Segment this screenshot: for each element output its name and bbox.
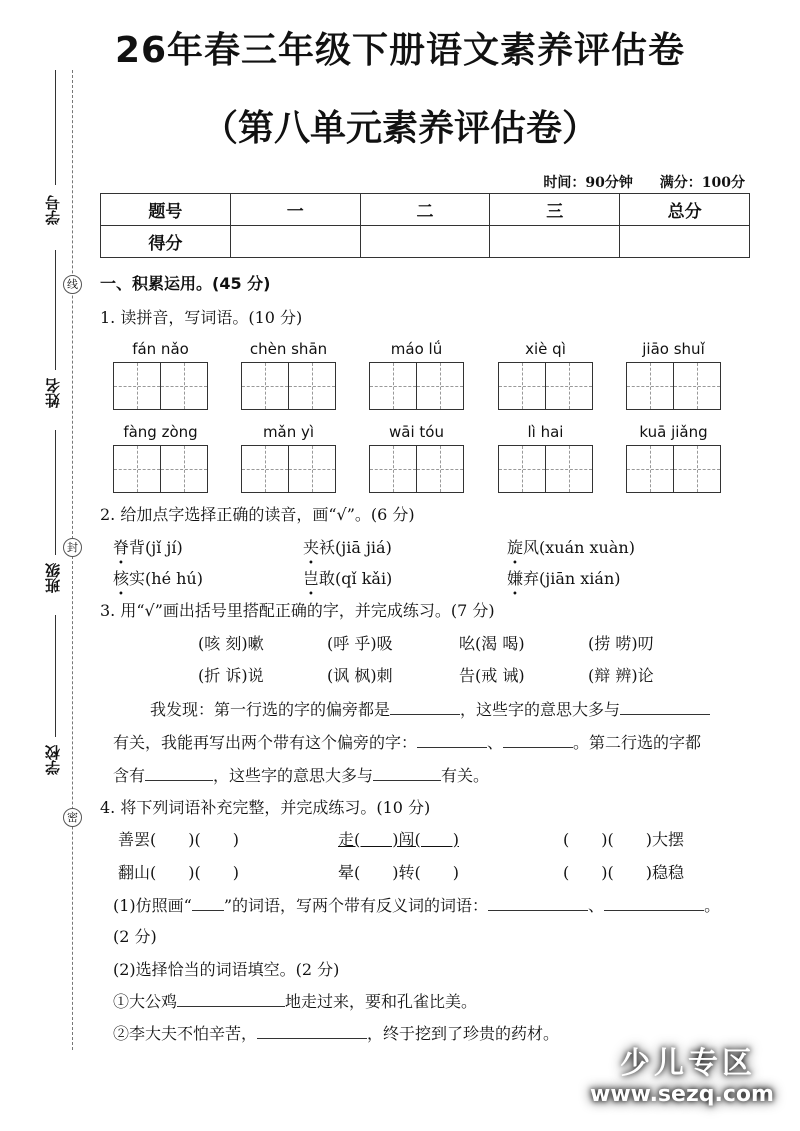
answer-blank[interactable] <box>373 780 441 781</box>
discovery-text: 有关，我能再写出两个带有这个偏旁的字： <box>113 733 418 752</box>
score-input-cell[interactable] <box>230 226 360 258</box>
pinyin-text: wāi tóu <box>389 423 444 441</box>
dotted-char: 夹 <box>303 538 320 557</box>
pinyin-text: mǎn yì <box>262 423 315 441</box>
time-limit: 时间：90分钟 <box>543 175 633 191</box>
sub-question-text: 。 <box>704 896 721 915</box>
pinyin-item <box>113 340 208 410</box>
writing-grid[interactable] <box>498 362 593 410</box>
reading-choice-item[interactable] <box>113 535 183 558</box>
char-choice-item[interactable]: (讽 枫)刺 <box>327 666 393 685</box>
discovery-text: ，这些字的意思大多与 <box>460 700 621 719</box>
table-cell: 题号 <box>101 194 231 226</box>
answer-blank[interactable] <box>488 910 588 911</box>
idiom-item[interactable]: 善罢( )( ) <box>118 830 239 849</box>
score-input-cell[interactable] <box>620 226 750 258</box>
pinyin-item <box>498 423 593 493</box>
pinyin-item <box>369 340 464 410</box>
discovery-line-3 <box>113 763 489 786</box>
answer-blank[interactable] <box>417 747 487 748</box>
table-cell: 二 <box>360 194 490 226</box>
table-row <box>101 226 750 258</box>
char-choice-item[interactable]: (捞 唠)叨 <box>588 634 654 653</box>
watermark-url: www.sezq.com <box>590 1082 774 1107</box>
writing-grid[interactable] <box>626 445 721 493</box>
reading-choice-text: 敢(qǐ kǎi) <box>319 569 393 588</box>
pinyin-text: xiè qì <box>525 340 566 358</box>
pinyin-item <box>241 423 336 493</box>
section-heading: 一、积累运用。(45 分) <box>100 274 271 293</box>
discovery-text: 含有 <box>113 766 146 785</box>
char-choice-item[interactable]: 吆(渴 喝) <box>459 634 525 653</box>
binding-line <box>72 70 73 1050</box>
sub-question-text: 、 <box>588 896 605 915</box>
reading-choice-text: 实(hé hú) <box>129 569 203 588</box>
writing-grid[interactable] <box>626 362 721 410</box>
idiom-item-underlined[interactable]: 走( )闯( ) <box>338 830 459 849</box>
char-choice-item[interactable]: (呼 乎)吸 <box>327 634 393 653</box>
seal-mark-mi: 密 <box>63 808 82 827</box>
pinyin-item <box>626 340 721 410</box>
pinyin-item <box>113 423 208 493</box>
writing-grid[interactable] <box>369 362 464 410</box>
question-1-title: 1. 读拼音，写词语。(10 分) <box>100 308 303 327</box>
discovery-text: ，这些字的意思大多与 <box>213 766 374 785</box>
fill-item-1 <box>113 989 477 1012</box>
pinyin-text: fán nǎo <box>132 340 189 358</box>
table-cell: 得分 <box>101 226 231 258</box>
idiom-item[interactable]: 翻山( )( ) <box>118 863 239 882</box>
score-input-cell[interactable] <box>360 226 490 258</box>
school-label: 学校 <box>44 745 62 775</box>
school-line[interactable] <box>55 615 56 737</box>
discovery-text: 。第二行选的字都 <box>573 733 702 752</box>
score-input-cell[interactable] <box>490 226 620 258</box>
page-title: 26年春三年级下册语文素养评估卷 <box>114 30 686 71</box>
name-label: 姓名 <box>44 378 62 408</box>
answer-blank[interactable] <box>620 714 710 715</box>
question-2-title: 2. 给加点字选择正确的读音，画“√”。(6 分) <box>100 505 415 524</box>
idiom-item[interactable]: ( )( )大摆 <box>563 830 684 849</box>
question-4-title: 4. 将下列词语补充完整，并完成练习。(10 分) <box>100 798 431 817</box>
table-row <box>101 194 750 226</box>
sub-question-1-score: (2 分) <box>113 927 157 946</box>
reading-choice-text: 背(jǐ jí) <box>129 538 183 557</box>
pinyin-text: máo lǘ <box>390 340 443 358</box>
sub-question-1 <box>113 893 720 916</box>
seal-mark-feng: 封 <box>63 538 82 557</box>
reading-choice-item[interactable] <box>507 535 635 558</box>
dotted-char: 核 <box>113 569 130 588</box>
question-3-title: 3. 用“√”画出括号里搭配正确的字，并完成练习。(7 分) <box>100 601 495 620</box>
exam-info <box>521 172 745 192</box>
fill-text: ①大公鸡 <box>113 992 178 1011</box>
writing-grid[interactable] <box>241 445 336 493</box>
sample-underline <box>192 910 224 911</box>
fill-text: ②李大夫不怕辛苦， <box>113 1024 258 1043</box>
seal-mark-xian: 线 <box>63 275 82 294</box>
sub-question-2: (2)选择恰当的词语填空。(2 分) <box>113 960 340 979</box>
pinyin-text: jiāo shuǐ <box>642 340 705 358</box>
watermark-logo: 少儿专区 <box>620 1046 756 1081</box>
dotted-char: 岂 <box>303 569 320 588</box>
reading-choice-text: 风(xuán xuàn) <box>523 538 635 557</box>
dotted-char: 嫌 <box>507 569 524 588</box>
pinyin-text: kuā jiǎng <box>639 423 708 441</box>
answer-blank[interactable] <box>257 1038 367 1039</box>
char-choice-item[interactable]: (咳 刻)嗽 <box>198 634 264 653</box>
answer-blank[interactable] <box>145 780 213 781</box>
char-choice-item[interactable]: (折 诉)说 <box>198 666 264 685</box>
answer-blank[interactable] <box>503 747 573 748</box>
discovery-line-2 <box>113 730 701 753</box>
name-line[interactable] <box>55 250 56 370</box>
writing-grid[interactable] <box>241 362 336 410</box>
pinyin-text: chèn shān <box>249 340 328 358</box>
page-subtitle: （第八单元素养评估卷） <box>201 108 598 149</box>
writing-grid[interactable] <box>113 362 208 410</box>
pinyin-item <box>498 340 593 410</box>
class-line[interactable] <box>55 430 56 555</box>
writing-grid[interactable] <box>498 445 593 493</box>
dotted-char: 旋 <box>507 538 524 557</box>
pinyin-item <box>241 340 336 410</box>
score-table <box>100 193 750 258</box>
reading-choice-text: 弃(jiān xián) <box>523 569 621 588</box>
class-label: 班级 <box>44 563 62 593</box>
reading-choice-item[interactable] <box>303 535 392 558</box>
reading-choice-item[interactable] <box>303 566 392 589</box>
discovery-text: 有关。 <box>441 766 490 785</box>
answer-blank[interactable] <box>604 910 704 911</box>
pinyin-item <box>369 423 464 493</box>
reading-choice-item[interactable] <box>507 566 621 589</box>
char-choice-item[interactable]: (辩 辨)论 <box>588 666 654 685</box>
table-cell: 三 <box>490 194 620 226</box>
idiom-item[interactable]: ( )( )稳稳 <box>563 863 684 882</box>
student-id-line[interactable] <box>55 70 56 185</box>
char-choice-item[interactable]: 告(戒 诫) <box>459 666 525 685</box>
sub-question-text: ”的词语，写两个带有反义词的词语： <box>223 896 489 915</box>
reading-choice-item[interactable] <box>113 566 203 589</box>
answer-blank[interactable] <box>390 714 460 715</box>
pinyin-text: fàng zòng <box>123 423 198 441</box>
fill-text: ，终于挖到了珍贵的药材。 <box>367 1024 560 1043</box>
fill-text: 地走过来，要和孔雀比美。 <box>285 992 478 1011</box>
table-cell: 一 <box>230 194 360 226</box>
pinyin-text: lì hai <box>527 423 564 441</box>
full-score: 满分：100分 <box>659 175 745 191</box>
writing-grid[interactable] <box>369 445 464 493</box>
table-cell: 总分 <box>620 194 750 226</box>
sub-question-text: (1)仿照画“ <box>113 896 192 915</box>
discovery-text: 、 <box>487 733 504 752</box>
idiom-item[interactable]: 晕( )转( ) <box>338 863 459 882</box>
writing-grid[interactable] <box>113 445 208 493</box>
dotted-char: 脊 <box>113 538 130 557</box>
reading-choice-text: 袄(jiā jiá) <box>319 538 392 557</box>
discovery-text: 我发现：第一行选的字的偏旁都是 <box>150 700 391 719</box>
pinyin-item <box>626 423 721 493</box>
discovery-line-1 <box>150 697 710 720</box>
fill-item-2 <box>113 1021 559 1044</box>
answer-blank[interactable] <box>177 1006 285 1007</box>
student-id-label: 学号 <box>44 195 62 225</box>
